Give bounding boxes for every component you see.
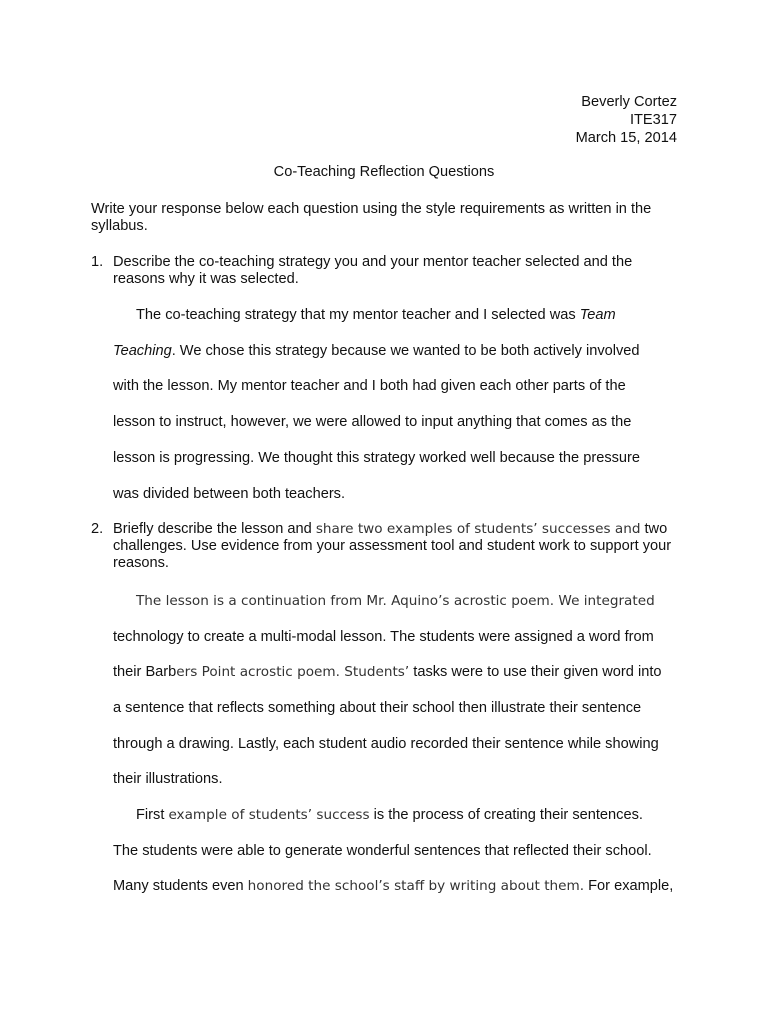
answer-2-line-6: their illustrations. [113,771,223,787]
question-text: Describe the co-teaching strategy you and your mentor teacher selected and the reasons why it was selected. [113,254,633,287]
author-header [576,93,677,147]
answer-2-line-7: First example of students’ success is the process of creating their sentences. [136,807,643,823]
answer-2-line-8: The students were able to generate wonderful sentences that reflected their school. [113,843,652,859]
answer-1-line-5: lesson is progressing. We thought this strategy worked well because the pressure [113,450,640,466]
question-number: 1. [91,254,104,270]
answer-2-line-4: a sentence that reflects something about their school then illustrate their sentence [113,700,642,716]
question-2 [91,521,681,572]
answer-2-line-1: The lesson is a continuation from Mr. Aquino’s acrostic poem. We integrated [136,593,655,609]
answer-1-line-4: lesson to instruct, however, we were allowed to input anything that comes as the [113,414,632,430]
question-text: Briefly describe the lesson and share two examples of students’ successes and two challenges. Use evidence from your assessment tool and student work to support your reasons. [113,521,672,571]
answer-2-line-9: Many students even honored the school’s staff by writing about them. For example, [113,878,674,894]
question-1 [91,254,681,288]
answer-2-line-2: technology to create a multi-modal lesson. The students were assigned a word from [113,629,654,645]
course-code: ITE317 [629,112,677,128]
answer-1-line-2: Teaching. We chose this strategy because we wanted to be both actively involved [113,343,640,359]
answer-1-line-6: was divided between both teachers. [113,486,346,502]
answer-1-line-3: with the lesson. My mentor teacher and I both had given each other parts of the [113,378,626,394]
question-number: 2. [91,521,104,537]
answer-2-line-3: their Barbers Point acrostic poem. Students’ tasks were to use their given word into [113,664,662,680]
document-title: Co-Teaching Reflection Questions [273,164,495,180]
document-date: March 15, 2014 [575,130,677,146]
answer-2-line-5: through a drawing. Lastly, each student audio recorded their sentence while showing [113,736,659,752]
author-name: Beverly Cortez [581,94,677,110]
answer-1-line-1: The co-teaching strategy that my mentor teacher and I selected was Team [136,307,616,323]
instructions-paragraph: Write your response below each question using the style requirements as written in the syllabus. [91,201,652,234]
